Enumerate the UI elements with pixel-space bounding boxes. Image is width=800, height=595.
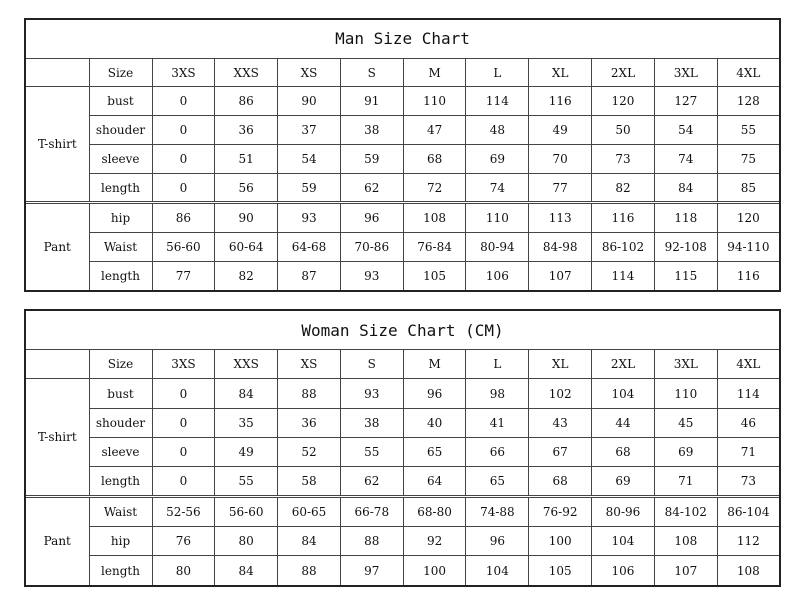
table-cell: 76-84 — [403, 232, 466, 261]
table-cell: 97 — [340, 556, 403, 586]
table-cell: 98 — [466, 379, 529, 408]
table-cell: 113 — [529, 204, 592, 233]
measure-label: sleeve — [89, 144, 152, 173]
size-header-cell: 4XL — [717, 58, 780, 87]
table-cell: 106 — [592, 556, 655, 586]
table-row — [25, 437, 780, 466]
header-blank-cell — [25, 350, 89, 379]
size-header-row — [25, 350, 780, 379]
table-cell: 84 — [654, 173, 717, 202]
table-cell: 76-92 — [529, 497, 592, 526]
table-cell: 115 — [654, 261, 717, 291]
table-cell: 37 — [278, 116, 341, 145]
man-size-chart — [24, 18, 781, 292]
table-cell: 80-96 — [592, 497, 655, 526]
measure-label: shouder — [89, 116, 152, 145]
table-cell: 68 — [592, 437, 655, 466]
table-cell: 52 — [278, 437, 341, 466]
woman-size-table — [24, 309, 781, 587]
table-cell: 93 — [340, 379, 403, 408]
table-cell: 0 — [152, 437, 215, 466]
pant-group-label: Pant — [25, 204, 89, 291]
table-row — [25, 173, 780, 202]
table-cell: 107 — [654, 556, 717, 586]
size-header-cell: XXS — [215, 350, 278, 379]
table-cell: 73 — [592, 144, 655, 173]
table-cell: 35 — [215, 408, 278, 437]
table-cell: 38 — [340, 408, 403, 437]
table-cell: 69 — [592, 466, 655, 495]
table-cell: 104 — [592, 527, 655, 556]
table-cell: 91 — [340, 87, 403, 116]
tshirt-group-label: T-shirt — [25, 87, 89, 202]
table-cell: 50 — [592, 116, 655, 145]
table-cell: 0 — [152, 87, 215, 116]
measure-label: hip — [89, 527, 152, 556]
table-cell: 47 — [403, 116, 466, 145]
table-cell: 84-102 — [654, 497, 717, 526]
table-row — [25, 527, 780, 556]
table-cell: 56 — [215, 173, 278, 202]
measure-label: Waist — [89, 232, 152, 261]
table-cell: 74 — [654, 144, 717, 173]
table-cell: 100 — [403, 556, 466, 586]
table-cell: 92 — [403, 527, 466, 556]
table-row — [25, 232, 780, 261]
table-cell: 38 — [340, 116, 403, 145]
table-row — [25, 408, 780, 437]
table-cell: 68 — [403, 144, 466, 173]
size-header-cell: L — [466, 350, 529, 379]
table-cell: 59 — [278, 173, 341, 202]
size-header-cell: 2XL — [592, 350, 655, 379]
table-cell: 51 — [215, 144, 278, 173]
table-cell: 84 — [278, 527, 341, 556]
table-cell: 44 — [592, 408, 655, 437]
size-header-cell: M — [403, 350, 466, 379]
table-cell: 65 — [466, 466, 529, 495]
table-cell: 77 — [152, 261, 215, 291]
table-cell: 41 — [466, 408, 529, 437]
size-header-cell: M — [403, 58, 466, 87]
table-cell: 69 — [466, 144, 529, 173]
table-cell: 116 — [592, 204, 655, 233]
table-cell: 36 — [215, 116, 278, 145]
table-cell: 74-88 — [466, 497, 529, 526]
table-cell: 66 — [466, 437, 529, 466]
table-cell: 45 — [654, 408, 717, 437]
table-cell: 73 — [717, 466, 780, 495]
table-cell: 86 — [152, 204, 215, 233]
table-cell: 71 — [654, 466, 717, 495]
table-cell: 100 — [529, 527, 592, 556]
table-row — [25, 379, 780, 408]
table-cell: 76 — [152, 527, 215, 556]
table-cell: 102 — [529, 379, 592, 408]
table-cell: 68-80 — [403, 497, 466, 526]
table-cell: 94-110 — [717, 232, 780, 261]
table-row — [25, 466, 780, 495]
table-cell: 75 — [717, 144, 780, 173]
table-cell: 120 — [592, 87, 655, 116]
table-cell: 64-68 — [278, 232, 341, 261]
pant-group-label: Pant — [25, 497, 89, 586]
size-header-cell: L — [466, 58, 529, 87]
table-cell: 77 — [529, 173, 592, 202]
size-header-cell: 3XS — [152, 350, 215, 379]
table-cell: 43 — [529, 408, 592, 437]
table-cell: 85 — [717, 173, 780, 202]
table-cell: 49 — [215, 437, 278, 466]
table-cell: 46 — [717, 408, 780, 437]
table-cell: 0 — [152, 116, 215, 145]
size-label: Size — [89, 350, 152, 379]
size-label: Size — [89, 58, 152, 87]
measure-label: length — [89, 466, 152, 495]
table-cell: 56-60 — [152, 232, 215, 261]
table-cell: 49 — [529, 116, 592, 145]
table-cell: 48 — [466, 116, 529, 145]
table-cell: 70 — [529, 144, 592, 173]
table-row — [25, 261, 780, 291]
table-cell: 52-56 — [152, 497, 215, 526]
table-cell: 55 — [717, 116, 780, 145]
size-header-cell: XS — [278, 350, 341, 379]
table-cell: 118 — [654, 204, 717, 233]
table-cell: 80 — [215, 527, 278, 556]
table-cell: 88 — [340, 527, 403, 556]
table-cell: 116 — [717, 261, 780, 291]
table-cell: 108 — [654, 527, 717, 556]
table-cell: 88 — [278, 379, 341, 408]
measure-label: hip — [89, 204, 152, 233]
table-cell: 86-104 — [717, 497, 780, 526]
table-cell: 54 — [654, 116, 717, 145]
table-cell: 0 — [152, 144, 215, 173]
size-header-cell: S — [340, 350, 403, 379]
measure-label: length — [89, 173, 152, 202]
table-cell: 80 — [152, 556, 215, 586]
tshirt-group-label: T-shirt — [25, 379, 89, 496]
table-cell: 40 — [403, 408, 466, 437]
table-cell: 84 — [215, 556, 278, 586]
table-cell: 90 — [215, 204, 278, 233]
table-cell: 86-102 — [592, 232, 655, 261]
table-cell: 69 — [654, 437, 717, 466]
size-header-cell: 2XL — [592, 58, 655, 87]
table-cell: 62 — [340, 173, 403, 202]
table-row — [25, 87, 780, 116]
table-cell: 108 — [717, 556, 780, 586]
table-cell: 72 — [403, 173, 466, 202]
table-cell: 93 — [278, 204, 341, 233]
table-cell: 0 — [152, 173, 215, 202]
size-header-cell: 4XL — [717, 350, 780, 379]
measure-label: bust — [89, 379, 152, 408]
table-cell: 62 — [340, 466, 403, 495]
table-cell: 93 — [340, 261, 403, 291]
table-cell: 70-86 — [340, 232, 403, 261]
table-row — [25, 497, 780, 526]
table-cell: 65 — [403, 437, 466, 466]
table-cell: 110 — [654, 379, 717, 408]
measure-label: length — [89, 556, 152, 586]
table-cell: 84 — [215, 379, 278, 408]
size-header-cell: 3XS — [152, 58, 215, 87]
table-cell: 112 — [717, 527, 780, 556]
table-cell: 68 — [529, 466, 592, 495]
table-cell: 0 — [152, 466, 215, 495]
table-cell: 105 — [529, 556, 592, 586]
table-cell: 114 — [466, 87, 529, 116]
table-cell: 114 — [717, 379, 780, 408]
measure-label: Waist — [89, 497, 152, 526]
table-cell: 96 — [466, 527, 529, 556]
table-cell: 110 — [466, 204, 529, 233]
table-cell: 55 — [340, 437, 403, 466]
measure-label: sleeve — [89, 437, 152, 466]
measure-label: length — [89, 261, 152, 291]
woman-size-chart — [24, 309, 781, 587]
table-cell: 87 — [278, 261, 341, 291]
table-cell: 96 — [340, 204, 403, 233]
table-cell: 120 — [717, 204, 780, 233]
measure-label: shouder — [89, 408, 152, 437]
size-header-cell: XS — [278, 58, 341, 87]
table-cell: 90 — [278, 87, 341, 116]
table-cell: 116 — [529, 87, 592, 116]
table-cell: 56-60 — [215, 497, 278, 526]
size-header-cell: 3XL — [654, 350, 717, 379]
header-blank-cell — [25, 58, 89, 87]
table-cell: 82 — [592, 173, 655, 202]
table-row — [25, 204, 780, 233]
table-cell: 59 — [340, 144, 403, 173]
table-cell: 36 — [278, 408, 341, 437]
table-cell: 54 — [278, 144, 341, 173]
title-row — [25, 310, 780, 350]
table-cell: 64 — [403, 466, 466, 495]
table-cell: 107 — [529, 261, 592, 291]
measure-label: bust — [89, 87, 152, 116]
title-row — [25, 19, 780, 58]
size-header-cell: XL — [529, 350, 592, 379]
table-row — [25, 144, 780, 173]
table-cell: 67 — [529, 437, 592, 466]
table-cell: 74 — [466, 173, 529, 202]
table-cell: 114 — [592, 261, 655, 291]
table-cell: 58 — [278, 466, 341, 495]
size-header-cell: XL — [529, 58, 592, 87]
table-cell: 0 — [152, 408, 215, 437]
table-cell: 84-98 — [529, 232, 592, 261]
size-header-cell: S — [340, 58, 403, 87]
table-cell: 55 — [215, 466, 278, 495]
table-cell: 0 — [152, 379, 215, 408]
table-row — [25, 116, 780, 145]
man-size-table — [24, 18, 781, 292]
table-cell: 96 — [403, 379, 466, 408]
table-cell: 86 — [215, 87, 278, 116]
table-cell: 106 — [466, 261, 529, 291]
table-cell: 105 — [403, 261, 466, 291]
table-cell: 88 — [278, 556, 341, 586]
table-cell: 71 — [717, 437, 780, 466]
table-cell: 82 — [215, 261, 278, 291]
table-cell: 104 — [466, 556, 529, 586]
table-cell: 60-65 — [278, 497, 341, 526]
table-cell: 92-108 — [654, 232, 717, 261]
table-cell: 66-78 — [340, 497, 403, 526]
chart-title: Man Size Chart — [25, 19, 780, 58]
size-header-row — [25, 58, 780, 87]
table-cell: 80-94 — [466, 232, 529, 261]
table-cell: 60-64 — [215, 232, 278, 261]
table-cell: 108 — [403, 204, 466, 233]
size-header-cell: 3XL — [654, 58, 717, 87]
chart-title: Woman Size Chart (CM) — [25, 310, 780, 350]
table-row — [25, 556, 780, 586]
table-cell: 110 — [403, 87, 466, 116]
table-cell: 127 — [654, 87, 717, 116]
size-header-cell: XXS — [215, 58, 278, 87]
table-cell: 128 — [717, 87, 780, 116]
table-cell: 104 — [592, 379, 655, 408]
